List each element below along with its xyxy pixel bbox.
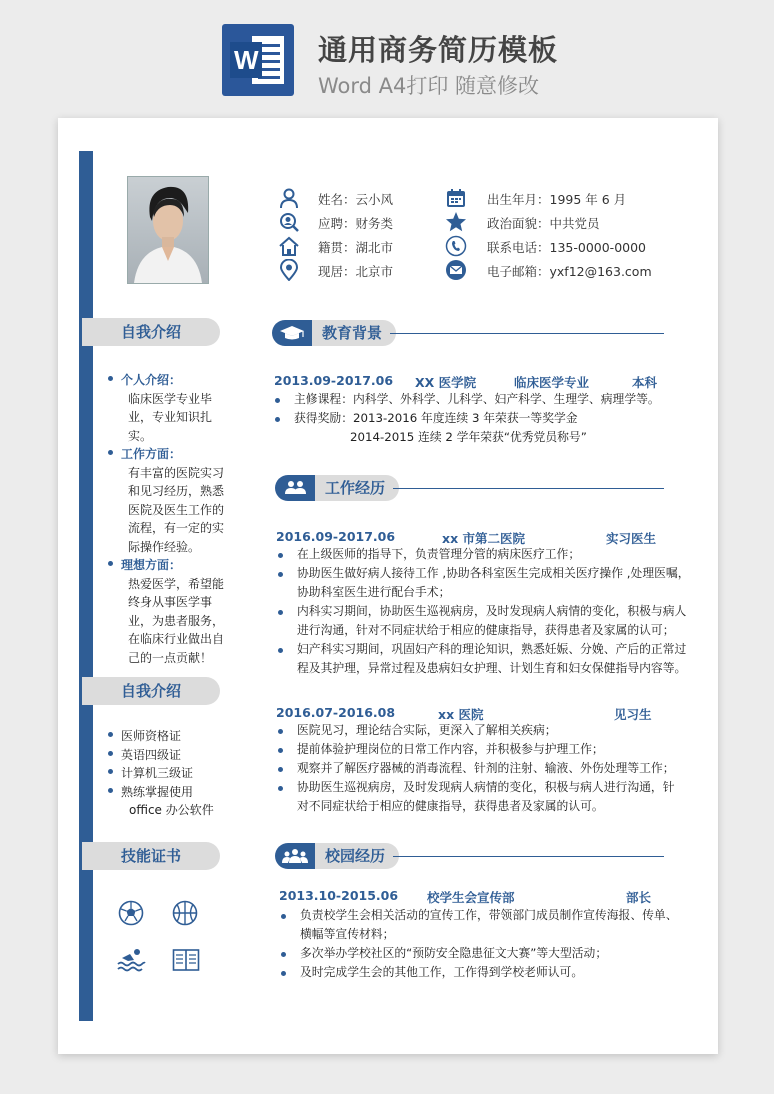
bullet-dot [278, 786, 283, 791]
job-org: xx 医院 [438, 707, 484, 722]
work-heading: 工作经历 [315, 475, 399, 501]
swimming-icon [116, 946, 146, 976]
campus-badge [275, 843, 315, 869]
skills-heading: 技能证书 [82, 842, 220, 870]
cert-text: 熟练掌握使用 [121, 784, 194, 799]
bullet-dot [281, 952, 286, 957]
edu-major: 临床医学专业 [514, 375, 590, 390]
group-icon [275, 843, 315, 869]
campus-org: 校学生会宣传部 [427, 890, 515, 905]
left-accent-bar [79, 151, 93, 1021]
intro-work-line: 医院及医生工作的 [128, 502, 225, 517]
word-logo [222, 24, 294, 96]
intro-ideal-line: 在临床行业做出自 [128, 632, 225, 646]
job-period: 2016.07-2016.08 [276, 705, 396, 720]
intro-work [108, 445, 226, 464]
cert-heading: 自我介绍 [82, 677, 220, 705]
cert-item [108, 746, 226, 765]
bullet-dot [281, 914, 286, 919]
info-position: 应聘：财务类 [318, 216, 394, 231]
edu-degree: 本科 [632, 375, 658, 390]
bullet-dot [108, 751, 113, 756]
cert-text: 英语四级证 [121, 747, 182, 762]
intro-ideal [108, 556, 226, 575]
intro-ideal-head: 理想方面： [121, 558, 182, 572]
intro-personal-line: 临床医学专业毕 [128, 391, 213, 406]
campus-item: 多次举办学校社区的“预防安全隐患征文大赛”等大型活动； [300, 946, 608, 960]
job-item: 协助医生做好病人接待工作 ,协助各科室医生完成相关医疗操作 ,处理医嘱， [297, 566, 690, 580]
work-divider [393, 488, 664, 489]
info-phone: 联系电话：135-0000-0000 [487, 240, 647, 255]
bullet-dot [275, 398, 280, 403]
person-icon [278, 187, 300, 209]
job-item: 协助科室医生进行配台手术； [297, 585, 451, 599]
bullet-dot [108, 788, 113, 793]
intro-block [108, 371, 226, 667]
job-item: 医院见习，理论结合实际，更深入了解相关疾病； [297, 723, 557, 737]
campus-heading: 校园经历 [315, 843, 399, 869]
intro-ideal-line: 业，为患者服务， [128, 613, 225, 628]
bullet-dot [108, 732, 113, 737]
education-badge [272, 320, 312, 346]
job-role: 见习生 [614, 707, 652, 722]
info-birth: 出生年月：1995 年 6 月 [487, 192, 627, 207]
bullet-dot [278, 572, 283, 577]
job-item: 程及其护理，异常过程及患病妇女护理、计划生育和妇女保健指导内容等。 [297, 661, 687, 675]
cert-item [108, 727, 226, 746]
cert-text: 计算机三级证 [121, 766, 194, 780]
bullet-dot [278, 610, 283, 615]
info-email: 电子邮箱：yxf12@163.com [487, 264, 652, 279]
page-title: 通用商务简历模板 [318, 33, 559, 67]
job-item: 对不同症状给于相应的健康指导，获得患者及家属的认可。 [297, 799, 604, 813]
calendar-icon [445, 187, 467, 209]
education-heading: 教育背景 [312, 320, 396, 346]
bullet-dot [278, 648, 283, 653]
word-logo-letter: W [234, 45, 259, 75]
campus-period: 2013.10-2015.06 [279, 888, 399, 903]
graduation-cap-icon [272, 320, 312, 346]
job-item: 妇产科实习期间，巩固妇产科的理论知识，熟悉妊娠、分娩、产后的正常过 [297, 642, 687, 656]
info-residence: 现居：北京市 [318, 264, 394, 279]
intro-work-line: 有丰富的医院实习 [128, 465, 225, 480]
job-role: 实习医生 [606, 531, 657, 546]
football-icon [118, 900, 144, 930]
job-item: 提前体验护理岗位的日常工作内容，并积极参与护理工作； [297, 742, 604, 756]
bullet-dot [278, 553, 283, 558]
intro-work-head: 工作方面： [121, 447, 182, 461]
campus-role: 部长 [626, 890, 652, 905]
edu-courses: 主修课程：内科学、外科学、儿科学、妇产科学、生理学、病理学等。 [294, 392, 660, 406]
job-item: 观察并了解医疗器械的消毒流程、针剂的注射、输液、外伤处理等工作； [297, 761, 675, 775]
intro-work-line: 际操作经验。 [128, 539, 201, 554]
bullet-dot [281, 971, 286, 976]
self-intro-heading: 自我介绍 [82, 318, 220, 346]
phone-icon [445, 235, 467, 257]
edu-award: 获得奖励：2013-2016 年度连续 3 年荣获一等奖学金 [294, 411, 578, 425]
bullet-dot [108, 769, 113, 774]
home-icon [278, 235, 300, 257]
profile-photo [127, 176, 209, 284]
book-icon [172, 948, 200, 976]
bullet-dot [278, 767, 283, 772]
intro-ideal-line: 终身从事医学事 [128, 595, 213, 609]
star-icon [445, 211, 467, 233]
edu-school: XX 医学院 [415, 375, 477, 390]
page-subtitle: Word A4打印 随意修改 [318, 74, 540, 98]
location-icon [278, 259, 300, 281]
info-name: 姓名：云小风 [318, 192, 394, 207]
cert-list [108, 727, 226, 820]
campus-item: 横幅等宣传材料； [300, 927, 395, 941]
job-item: 在上级医师的指导下，负责管理分管的病床医疗工作； [297, 547, 581, 561]
info-native: 籍贯：湖北市 [318, 240, 394, 255]
work-badge [275, 475, 315, 501]
intro-work-line: 和见习经历，熟悉 [128, 484, 225, 498]
edu-period: 2013.09-2017.06 [274, 373, 394, 388]
cert-text: office 办公软件 [129, 803, 214, 817]
job-item: 进行沟通，针对不同症状给于相应的健康指导，获得患者及家属的认可； [297, 623, 675, 637]
intro-personal-line: 业，专业知识扎实。 [128, 410, 213, 443]
job-period: 2016.09-2017.06 [276, 529, 396, 544]
bullet-dot [278, 729, 283, 734]
email-icon [445, 259, 467, 281]
search-person-icon [278, 211, 300, 233]
intro-personal [108, 371, 226, 390]
basketball-icon [172, 900, 198, 930]
intro-ideal-line: 己的一点贡献！ [128, 650, 213, 665]
education-divider [390, 333, 664, 334]
cert-text: 医师资格证 [121, 729, 182, 743]
job-item: 内科实习期间，协助医生巡视病房，及时发现病人病情的变化，积极与病人 [297, 604, 687, 618]
bullet-dot [275, 417, 280, 422]
bullet-dot [108, 376, 113, 381]
bullet-dot [278, 748, 283, 753]
intro-ideal-line: 热爱医学，希望能 [128, 576, 225, 591]
info-politics: 政治面貌：中共党员 [487, 216, 600, 231]
cert-item [108, 764, 226, 783]
intro-personal-head: 个人介绍： [121, 373, 182, 387]
campus-divider [393, 856, 664, 857]
team-icon [275, 475, 315, 501]
campus-item: 负责校学生会相关活动的宣传工作，带领部门成员制作宣传海报、传单、 [300, 908, 678, 922]
intro-work-line: 流程，有一定的实 [128, 521, 225, 535]
edu-award: 2014-2015 连续 2 学年荣获“优秀党员称号” [350, 430, 587, 444]
bullet-dot [108, 561, 113, 566]
cert-item [108, 783, 226, 802]
campus-item: 及时完成学生会的其他工作，工作得到学校老师认可。 [300, 965, 584, 979]
job-org: xx 市第二医院 [442, 531, 525, 546]
job-item: 协助医生巡视病房，及时发现病人病情的变化，积极与病人进行沟通，针 [297, 780, 675, 794]
bullet-dot [108, 450, 113, 455]
